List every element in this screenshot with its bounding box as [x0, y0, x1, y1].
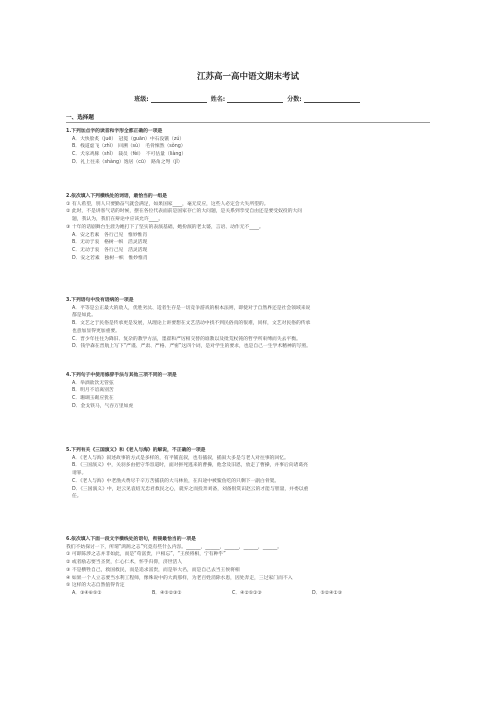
- passage-line: 题，我认为，我们在辩论中应该允许____。: [72, 217, 164, 223]
- passage-line: ① 有人希望，别人只要勤奋气就会满足，如果国家____，毫无反应，这些人必定会大失所望的。: [66, 201, 269, 207]
- name-blank[interactable]: [227, 96, 283, 103]
- option-c: C．晋少年往往为降旧、复杂的教学方法，墨翟和严厉相交替的谁教以及批荒杖钝的哲学所束缚而失去平衡。: [72, 336, 301, 342]
- question-stem: 4.下列句子中使用修辞手法与其他三项不同的一项是: [66, 373, 177, 378]
- section-divider: [66, 122, 430, 123]
- score-label: 分数:: [287, 96, 302, 103]
- class-label: 班级:: [134, 96, 149, 103]
- score-blank[interactable]: [304, 96, 360, 103]
- question-4: [66, 372, 436, 411]
- student-info-line: [0, 94, 496, 103]
- option-a: A．举酒欲饮无管弦: [72, 380, 114, 386]
- option-d: D．《三国演义》中，赵云见袁绍无忠君救民之心，就弃之而投奔刘备，刘备很赏识赵云的才能与胆量，并委以重: [72, 486, 309, 492]
- option-c: C．④②⑤①③: [232, 590, 262, 596]
- option-d: D．钱学森在晋航上写下“严谨、严肃、严格、严密”这四个词，是对学生的要求，也是自己一生学术精神的写照。: [72, 344, 311, 350]
- option-d: D．⑤②④①③: [312, 590, 342, 596]
- option-b-cont: 也意加显得更加重要。: [72, 328, 120, 334]
- option-b: B．④⑤②③①: [152, 590, 182, 596]
- option-d: D．金戈铁马，气吞万里如虎: [72, 403, 134, 409]
- passage-line: ⑤ 这样的大志自然值得肯定: [66, 583, 125, 589]
- passage-line: ③ 十年的话剧舞台生涯为她打下了坚实的表演基础，她扮演的老太婆，言语、动作无不____。: [66, 224, 264, 230]
- option-c: C．珊瑚玉砌应犹在: [72, 396, 114, 402]
- option-b: B．栈道虚飞（zhì） 回溯（sù） 毛骨悚然（sǒng）: [72, 144, 186, 150]
- passage-line: ② 此时，不是讲客气话的时候，摆在各位代表面前是国家存亡的大问题，是关系到孪受自由还是要受奴役的大问: [66, 209, 303, 215]
- option-b: B．《三国演义》中，关羽多由把守华容道时，面对拼死逃来的曹操，他念及旧恩，放走了曹操，并事后向诸葛亮: [72, 463, 308, 469]
- question-2: [66, 193, 436, 262]
- option-b: B．文艺之于民俗是传承更是发展，从理论上讲要想在文艺活动中找不到民俗真的很难，同样，文艺对民俗的传承: [72, 321, 311, 327]
- passage-line: ② 或者励志要当圣贤，仁心仁术，怀乎归仰，济世活人: [66, 560, 183, 566]
- passage-line: 我们不妨探讨一下，所谓“鸿鹄之志”究竟有些什么内容。______，______，______，______，______。: [66, 544, 283, 550]
- question-1: [66, 128, 436, 167]
- question-stem: 6.依次填入下面一段文字横线处的语句，衔接最恰当的一项是: [66, 537, 196, 542]
- option-a: A．大快脍炙（juē） 冠冕（guān）中石没镞（zú）: [72, 136, 185, 142]
- option-a: A．《老人与海》叙述故事的方式是多样的，有平铺直叙，也有插叙，插叙大多是与老人对往事的回忆。: [72, 455, 289, 461]
- passage-line: ① 可即陈涉之志并非如此，而是“苟富贵，戶相忘”，“王侯将相，宁有种乎”: [66, 552, 226, 558]
- class-blank[interactable]: [151, 96, 207, 103]
- section-heading: 一、选择题: [66, 115, 94, 121]
- option-c: C．犬豕鸡豚（shǐ） 裁员（fèi） 不可估量（liàng）: [72, 152, 187, 158]
- question-stem: 1.下列加点字的读音和字形全都正确的一项是: [66, 129, 163, 134]
- option-c: C．无动于衷 各行己见 活灵活现: [72, 247, 148, 253]
- option-c: C．《老人与海》中老渔夫费尽千辛万苦捕获的大马林鱼，在归途中被鲨鱼吃的只剩下一副白骨架。: [72, 478, 280, 484]
- option-a: A．③④⑥⑤①: [72, 590, 102, 596]
- option-a: A．安之若素 各行己见 惟妙惟肖: [72, 232, 148, 238]
- question-stem: 5.下列有关《三国演义》和《老人与海》的解说，不正确的一项是: [66, 448, 206, 453]
- question-stem: 2.依次填入下列横线处的词语，最恰当的一组是: [66, 194, 168, 199]
- option-d: D．安之若素 独树一帜 惟妙惟肖: [72, 255, 148, 261]
- option-d-cont: 任。: [72, 494, 82, 500]
- option-b: B．明月不谙离别苦: [72, 388, 114, 394]
- question-6: [66, 536, 436, 598]
- question-stem: 3.下列语句中没有语病的一项是: [66, 298, 134, 303]
- option-d: D．礼上往来（shàng）逸居（cū） 路角之弩（jǐ）: [72, 159, 183, 165]
- options-row: [66, 590, 436, 598]
- option-a-cont: 都是如此。: [72, 313, 96, 319]
- option-b-cont: 请罪。: [72, 471, 87, 477]
- name-label: 姓名:: [210, 96, 226, 103]
- option-a: A．平等是公正最大的敌人，优胜劣汰、适者生存是一切竞争游戏的根本法则，即使对于自然界还是社会领域来说: [72, 305, 311, 311]
- passage-line: ④ 如果一个人立志要当水利工程师，像殊说中的大禹那样，为老百姓消除水患，因处奔走，三过家门而不入: [66, 575, 293, 581]
- question-5: [66, 447, 436, 501]
- question-3: [66, 297, 436, 351]
- passage-line: ③ 不是横牲自己，救国救民，而是追求富贵，而是举大名，而是自己去当王侯将相: [66, 567, 240, 573]
- option-b: B．无动于衷 格树一帜 活灵活现: [72, 240, 148, 246]
- page-title: 江苏高一高中语文期末考试: [196, 72, 299, 82]
